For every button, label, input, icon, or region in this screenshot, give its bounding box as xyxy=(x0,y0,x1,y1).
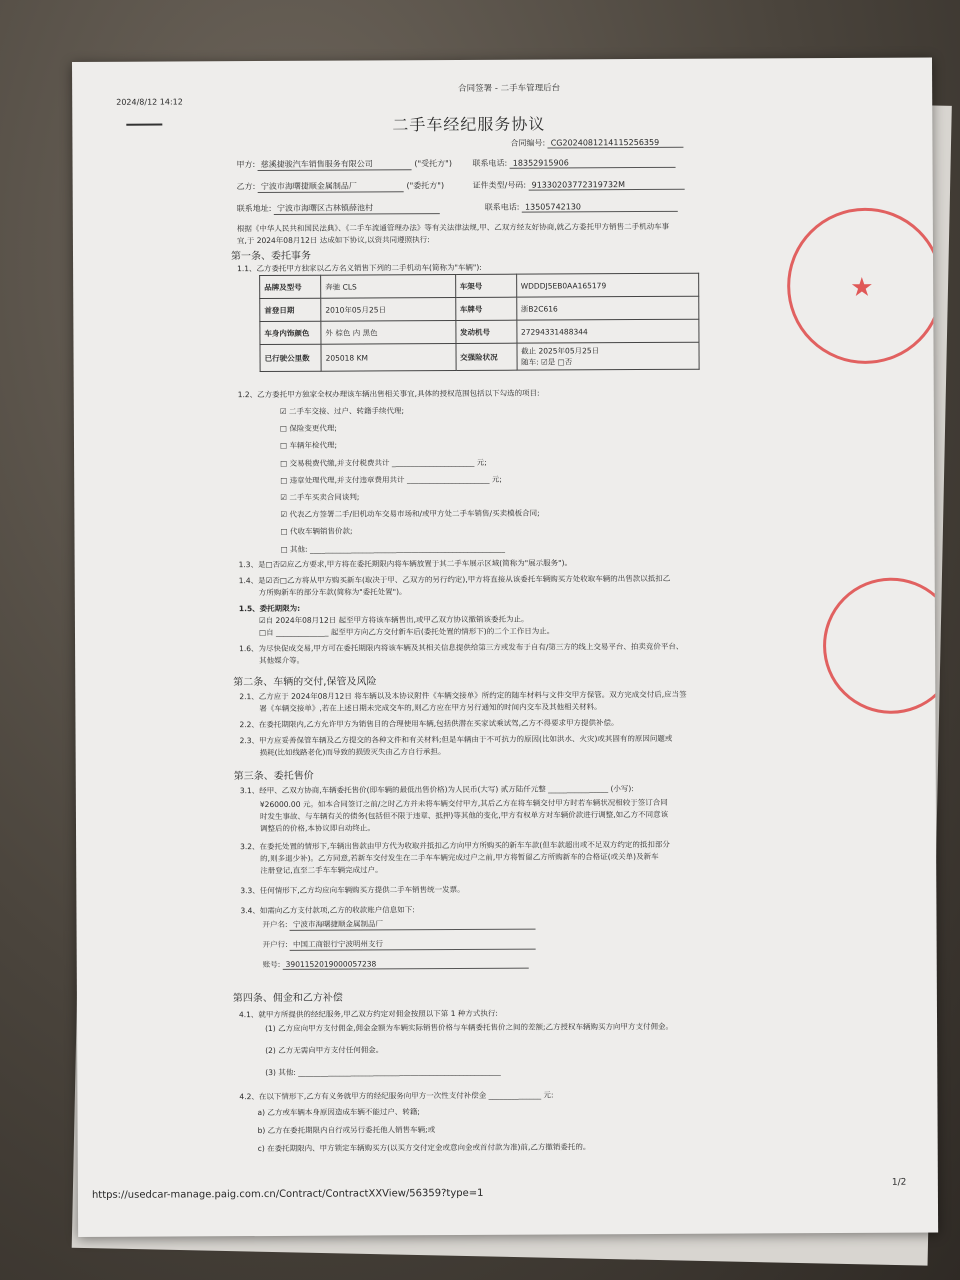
clause-4-2-b: b) 乙方在委托期限内自行或另行委托他人销售车辆;或 xyxy=(257,1125,436,1136)
vehicle-info-table xyxy=(259,273,700,372)
table-label: 首登日期 xyxy=(260,298,321,321)
party-b-id: 证件类型/号码: 91330203772319732M xyxy=(473,179,685,191)
insurance-with-car: 随车: ☑是 □否 xyxy=(521,357,573,367)
table-cell: 外 棕色 内 黑色 xyxy=(321,320,456,344)
table-cell: 奔驰 CLS xyxy=(321,274,456,298)
account-no-row: 账号: 3901152019000057238 xyxy=(263,958,529,970)
option-item: □ 交易税费代缴,并支付税费共计 ______________________ 元; xyxy=(280,457,487,468)
clause-2-1-line-1: 2.1、乙方应于 2024年08月12日 将车辆以及本协议附件《车辆交接单》所约定的随车材料与文件交甲方保管。双方完成交付后,应当签 xyxy=(239,689,687,702)
clause-2-3-line-2: 损耗(比如线路老化)而导致的损毁灭失由乙方自行承担。 xyxy=(259,747,446,758)
option-item: □ 车辆年检代理; xyxy=(279,441,338,451)
clause-1-3: 1.3、是□否☑应乙方要求,甲方将在委托期限内将车辆放置于其二手车展示区域(简称为"展示服务")。 xyxy=(238,558,573,570)
company-seal-top xyxy=(787,207,938,364)
clause-3-1-line-4: 调整后的价格,本协议即自动终止。 xyxy=(259,823,375,834)
authorization-options xyxy=(280,401,701,558)
account-name-row: 开户名: 宁波市海曙捷顺金属制品厂 xyxy=(262,918,535,931)
clause-1-5: 1.5、委托期限为: xyxy=(238,603,301,614)
option-item: ☑ 二手车交接、过户、转籍手续代理; xyxy=(279,406,404,416)
bank-row: 开户行: 中国工商银行宁波明州支行 xyxy=(263,938,536,951)
contract-number: 合同编号: CG20240812141152563​59 xyxy=(510,137,683,149)
clause-3-2-line-2: 的,则多退少补)。乙方同意,若新车交付发生在二手车车辆完成过户之前,甲方将暂留乙方所购新车的合格证(或关单)及新车 xyxy=(260,851,659,864)
table-row xyxy=(260,319,699,344)
clause-3-4: 3.4、如需向乙方支付款项,乙方的收款账户信息如下: xyxy=(240,905,415,916)
clause-3-2-line-3: 注册登记,直至二手车车辆完成过户。 xyxy=(260,865,383,876)
document-title: 二手车经纪服务协议 xyxy=(392,114,546,135)
clause-1-5-option-b: □自 ______________ 起至甲方向乙方交付新车后(委托处置的情形下)的二个工作日为止。 xyxy=(258,626,555,638)
table-row xyxy=(260,296,699,321)
party-b-address: 联系地址: 宁波市海曙区古林镇薛池村 xyxy=(237,202,440,215)
clause-3-1-line-2: ¥26000.00 元。如本合同签订之前/之时乙方并未将车辆交付甲方,其后乙方在将车辆交付甲方时若车辆状况相较于签订合同 xyxy=(259,797,668,810)
section-3-heading: 第三条、委托售价 xyxy=(233,770,314,783)
table-cell: 2010年05月25日 xyxy=(321,297,456,321)
section-2-heading: 第二条、车辆的交付,保管及风险 xyxy=(233,676,377,689)
option-item: ☑ 代表乙方签署二手/旧机动车交易市场和/或甲方处二手车销售/买卖模板合同; xyxy=(280,508,540,520)
print-date: 2024/8/12 14:12 xyxy=(116,97,183,107)
clause-3-1-line-3: 时发生事故、与车辆有关的债务(包括但不限于违章、抵押)等其他的变化,甲方有权单方对车辆价款进行调整,如乙方不同意该 xyxy=(259,809,669,822)
option-item: □ 保险变更代理; xyxy=(279,423,337,434)
clause-1-2: 1.2、乙方委托甲方独家全权办理该车辆出售相关事宜,具体的授权范围包括以下勾选的项目: xyxy=(237,388,540,400)
party-b-row: 乙方: 宁波市海曙捷顺金属制品厂 ("委托方") xyxy=(236,181,445,192)
company-seal-bottom xyxy=(823,577,938,714)
insurance-expiry: 截止 2025年05月25日 xyxy=(521,346,600,356)
clause-4-1-option-2: (2) 乙方无需向甲方支付任何佣金。 xyxy=(265,1045,384,1056)
contract-page xyxy=(72,57,938,1236)
preamble-line-1: 根据《中华人民共和国民法典》、《二手车流通管理办法》等有关法律法规,甲、乙双方经友好协商,就乙方委托甲方销售二手机动车事 xyxy=(236,221,670,234)
table-cell: WDDDJ5EB0AA165179 xyxy=(516,273,699,297)
party-a-phone: 联系电话: 18352915906 xyxy=(473,157,676,169)
table-label: 发动机号 xyxy=(455,320,516,343)
clause-1-5-option-a: ☑自 2024年08月12日 起至甲方将该车辆售出,或甲乙双方协议撤销该委托为止。 xyxy=(258,614,529,626)
clause-1-4-line-2: 方所购新车的部分车款(简称为"委托处置")。 xyxy=(258,587,407,598)
table-label: 已行驶公里数 xyxy=(260,344,321,371)
clause-4-2: 4.2、在以下情形下,乙方有义务就甲方的经纪服务向甲方一次性支付补偿金 ______________ 元: xyxy=(239,1090,554,1102)
option-item: □ 其他: ____________________________________________________ xyxy=(280,543,505,554)
clause-3-2-line-1: 3.2、在委托处置的情形下,车辆出售款由甲方代为收取并抵扣乙方向甲方所购买的新车车款(但车款超出或不足双方约定的抵扣部分 xyxy=(240,839,670,852)
table-label: 品牌及型号 xyxy=(260,275,321,298)
table-label: 车身内饰颜色 xyxy=(260,321,321,344)
party-b-phone: 联系电话: 13505742130 xyxy=(485,201,678,213)
table-cell: 205018 KM xyxy=(321,343,456,371)
clause-1-6-line-1: 1.6、为尽快促成交易,甲方可在委托期限内将该车辆及其相关信息提供给第三方或发布于自有/第三方的线上交易平台、拍卖竞价平台、 xyxy=(239,641,684,654)
table-cell: 27294331488344 xyxy=(516,319,699,343)
clause-4-2-a: a) 乙方或车辆本身原因造成车辆不能过户、转籍; xyxy=(257,1107,420,1118)
table-row xyxy=(260,342,699,371)
clause-3-1-line-1: 3.1、经甲、乙双方协商,车辆委托售价(即车辆的最低出售价格)为人民币(大写) 贰万陆仟元整 ________________ (小写): xyxy=(239,784,634,796)
clause-4-1: 4.1、就甲方所提供的经纪服务,甲乙双方约定对佣金按照以下第 1 种方式执行: xyxy=(238,1008,498,1020)
clause-4-1-option-1: (1) 乙方应向甲方支付佣金,佣金金额为车辆实际销售价格与车辆委托售价之间的差额;乙方授权车辆购买方向甲方支付佣金。 xyxy=(265,1021,674,1034)
page-number: 1/2 xyxy=(891,1177,907,1188)
clause-2-1-line-2: 署《车辆交接单》,若在上述日期未完成交车的,则乙方应在甲方另行通知的时间内交车及其他相关材料。 xyxy=(259,702,602,714)
preamble-line-2: 宜,于 2024年08月12日 达成如下协议,以资共同遵照执行: xyxy=(236,235,430,246)
table-cell: 浙B2C616 xyxy=(516,296,699,320)
option-item: □ 代收车辆销售价款; xyxy=(280,526,353,537)
print-footer-url: https://usedcar-manage.paig.com.cn/Contract/ContractXXView/56359?type=1 xyxy=(91,1187,484,1201)
clause-2-3-line-1: 2.3、甲方应妥善保管车辆及乙方提交的各种文件和有关材料;但是车辆由于不可抗力的原因(比如洪水、火灾)或其固有的原因问题或 xyxy=(239,733,673,746)
clause-1-1: 1.1、乙方委托甲方独家以乙方名义销售下列的二手机动车(简称为"车辆"): xyxy=(237,262,482,274)
party-a-row: 甲方: 慈溪捷骏汽车销售服务有限公司 ("受托方") xyxy=(236,159,452,170)
table-row xyxy=(260,273,699,298)
clause-2-2: 2.2、在委托期限内,乙方允许甲方为销售目的合理使用车辆,包括供潜在买家试乘试驾,乙方不得要求甲方提供补偿。 xyxy=(239,718,619,730)
clause-1-4-line-1: 1.4、是☑否□乙方将从甲方购买新车(取决于甲、乙双方的另行约定),甲方将直接从该委托车辆购买方处收取车辆的出售款以抵扣乙 xyxy=(238,573,671,586)
clause-3-3: 3.3、任何情形下,乙方均应向车辆购买方提供二手车销售统一发票。 xyxy=(240,884,465,896)
print-header-title: 合同签署 - 二手车管理后台 xyxy=(458,83,561,94)
option-item: ☑ 二手车买卖合同谈判; xyxy=(280,492,360,502)
clause-4-2-c: c) 在委托期限内、甲方锁定车辆购买方(以买方交付定金或意向金或首付款为准)前,乙方撤销委托的。 xyxy=(257,1142,591,1154)
seal-star-icon: ★ xyxy=(850,272,874,303)
table-cell xyxy=(517,342,700,370)
clause-4-1-option-3: (3) 其他: ______________________________________________________ xyxy=(265,1066,501,1078)
table-label: 车架号 xyxy=(455,274,516,297)
section-1-heading: 第一条、委托事务 xyxy=(230,250,312,263)
divider-mark xyxy=(126,124,162,126)
section-4-heading: 第四条、佣金和乙方补偿 xyxy=(232,992,343,1005)
table-label: 交强险状况 xyxy=(456,343,517,370)
clause-1-6-line-2: 其他媒介等。 xyxy=(259,655,305,666)
option-item: □ 违章处理代理,并支付违章费用共计 ______________________ 元; xyxy=(280,474,502,485)
table-label: 车牌号 xyxy=(455,297,516,320)
